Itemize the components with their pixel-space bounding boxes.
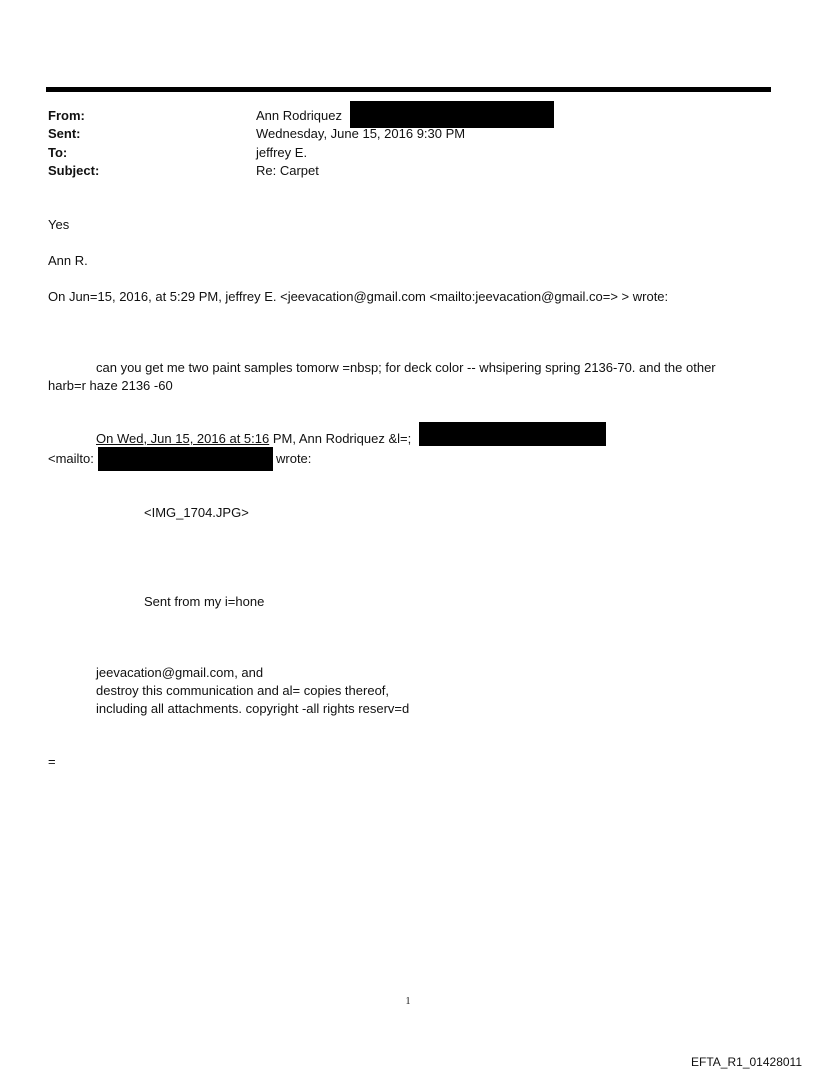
quote1-line2: harb=r haze 2136 -60	[48, 378, 173, 393]
disclaimer-line-3: including all attachments. copyright -all rights reserv=d	[96, 701, 410, 716]
from-value: Ann Rodriquez	[256, 108, 342, 123]
sent-label: Sent:	[48, 126, 81, 141]
redaction-box	[350, 101, 554, 128]
attachment-name: <IMG_1704.JPG>	[144, 505, 249, 520]
sent-value: Wednesday, June 15, 2016 9:30 PM	[256, 126, 466, 141]
trailing-equals: =	[48, 754, 56, 769]
quote2-intro-underlined: On Wed, Jun 15, 2016 at 5:16	[96, 431, 270, 446]
quote2-intro-rest: PM, Ann Rodriquez &l=;	[269, 431, 412, 446]
signature-text: Ann R.	[48, 253, 88, 268]
redaction-box	[98, 447, 273, 471]
header-rule	[46, 87, 771, 92]
reply-text: Yes	[48, 217, 70, 232]
quote1-intro: On Jun=15, 2016, at 5:29 PM, jeffrey E. <jeevacation@gmail.com <mailto:jeevacation@gmail.co=> > wrote:	[48, 289, 669, 304]
quote1-line1: can you get me two paint samples tomorw =nbsp; for deck color -- whsipering spring 2136-70. and the other	[96, 360, 716, 375]
from-label: From:	[48, 108, 85, 123]
disclaimer-line-2: destroy this communication and al= copies thereof,	[96, 683, 390, 698]
subject-value: Re: Carpet	[256, 163, 319, 178]
quote2-wrote: wrote:	[276, 451, 312, 466]
to-label: To:	[48, 145, 68, 160]
page-number: 1	[405, 996, 411, 1007]
quote2-mailto: <mailto:	[48, 451, 94, 466]
disclaimer-line-1: jeevacation@gmail.com, and	[96, 665, 264, 680]
subject-label: Subject:	[48, 163, 100, 178]
quote2-intro	[96, 430, 411, 447]
to-value: jeffrey E.	[256, 145, 308, 160]
redaction-box	[419, 422, 606, 446]
sent-from-text: Sent from my i=hone	[144, 594, 265, 609]
document-id: EFTA_R1_01428011	[691, 1055, 802, 1069]
